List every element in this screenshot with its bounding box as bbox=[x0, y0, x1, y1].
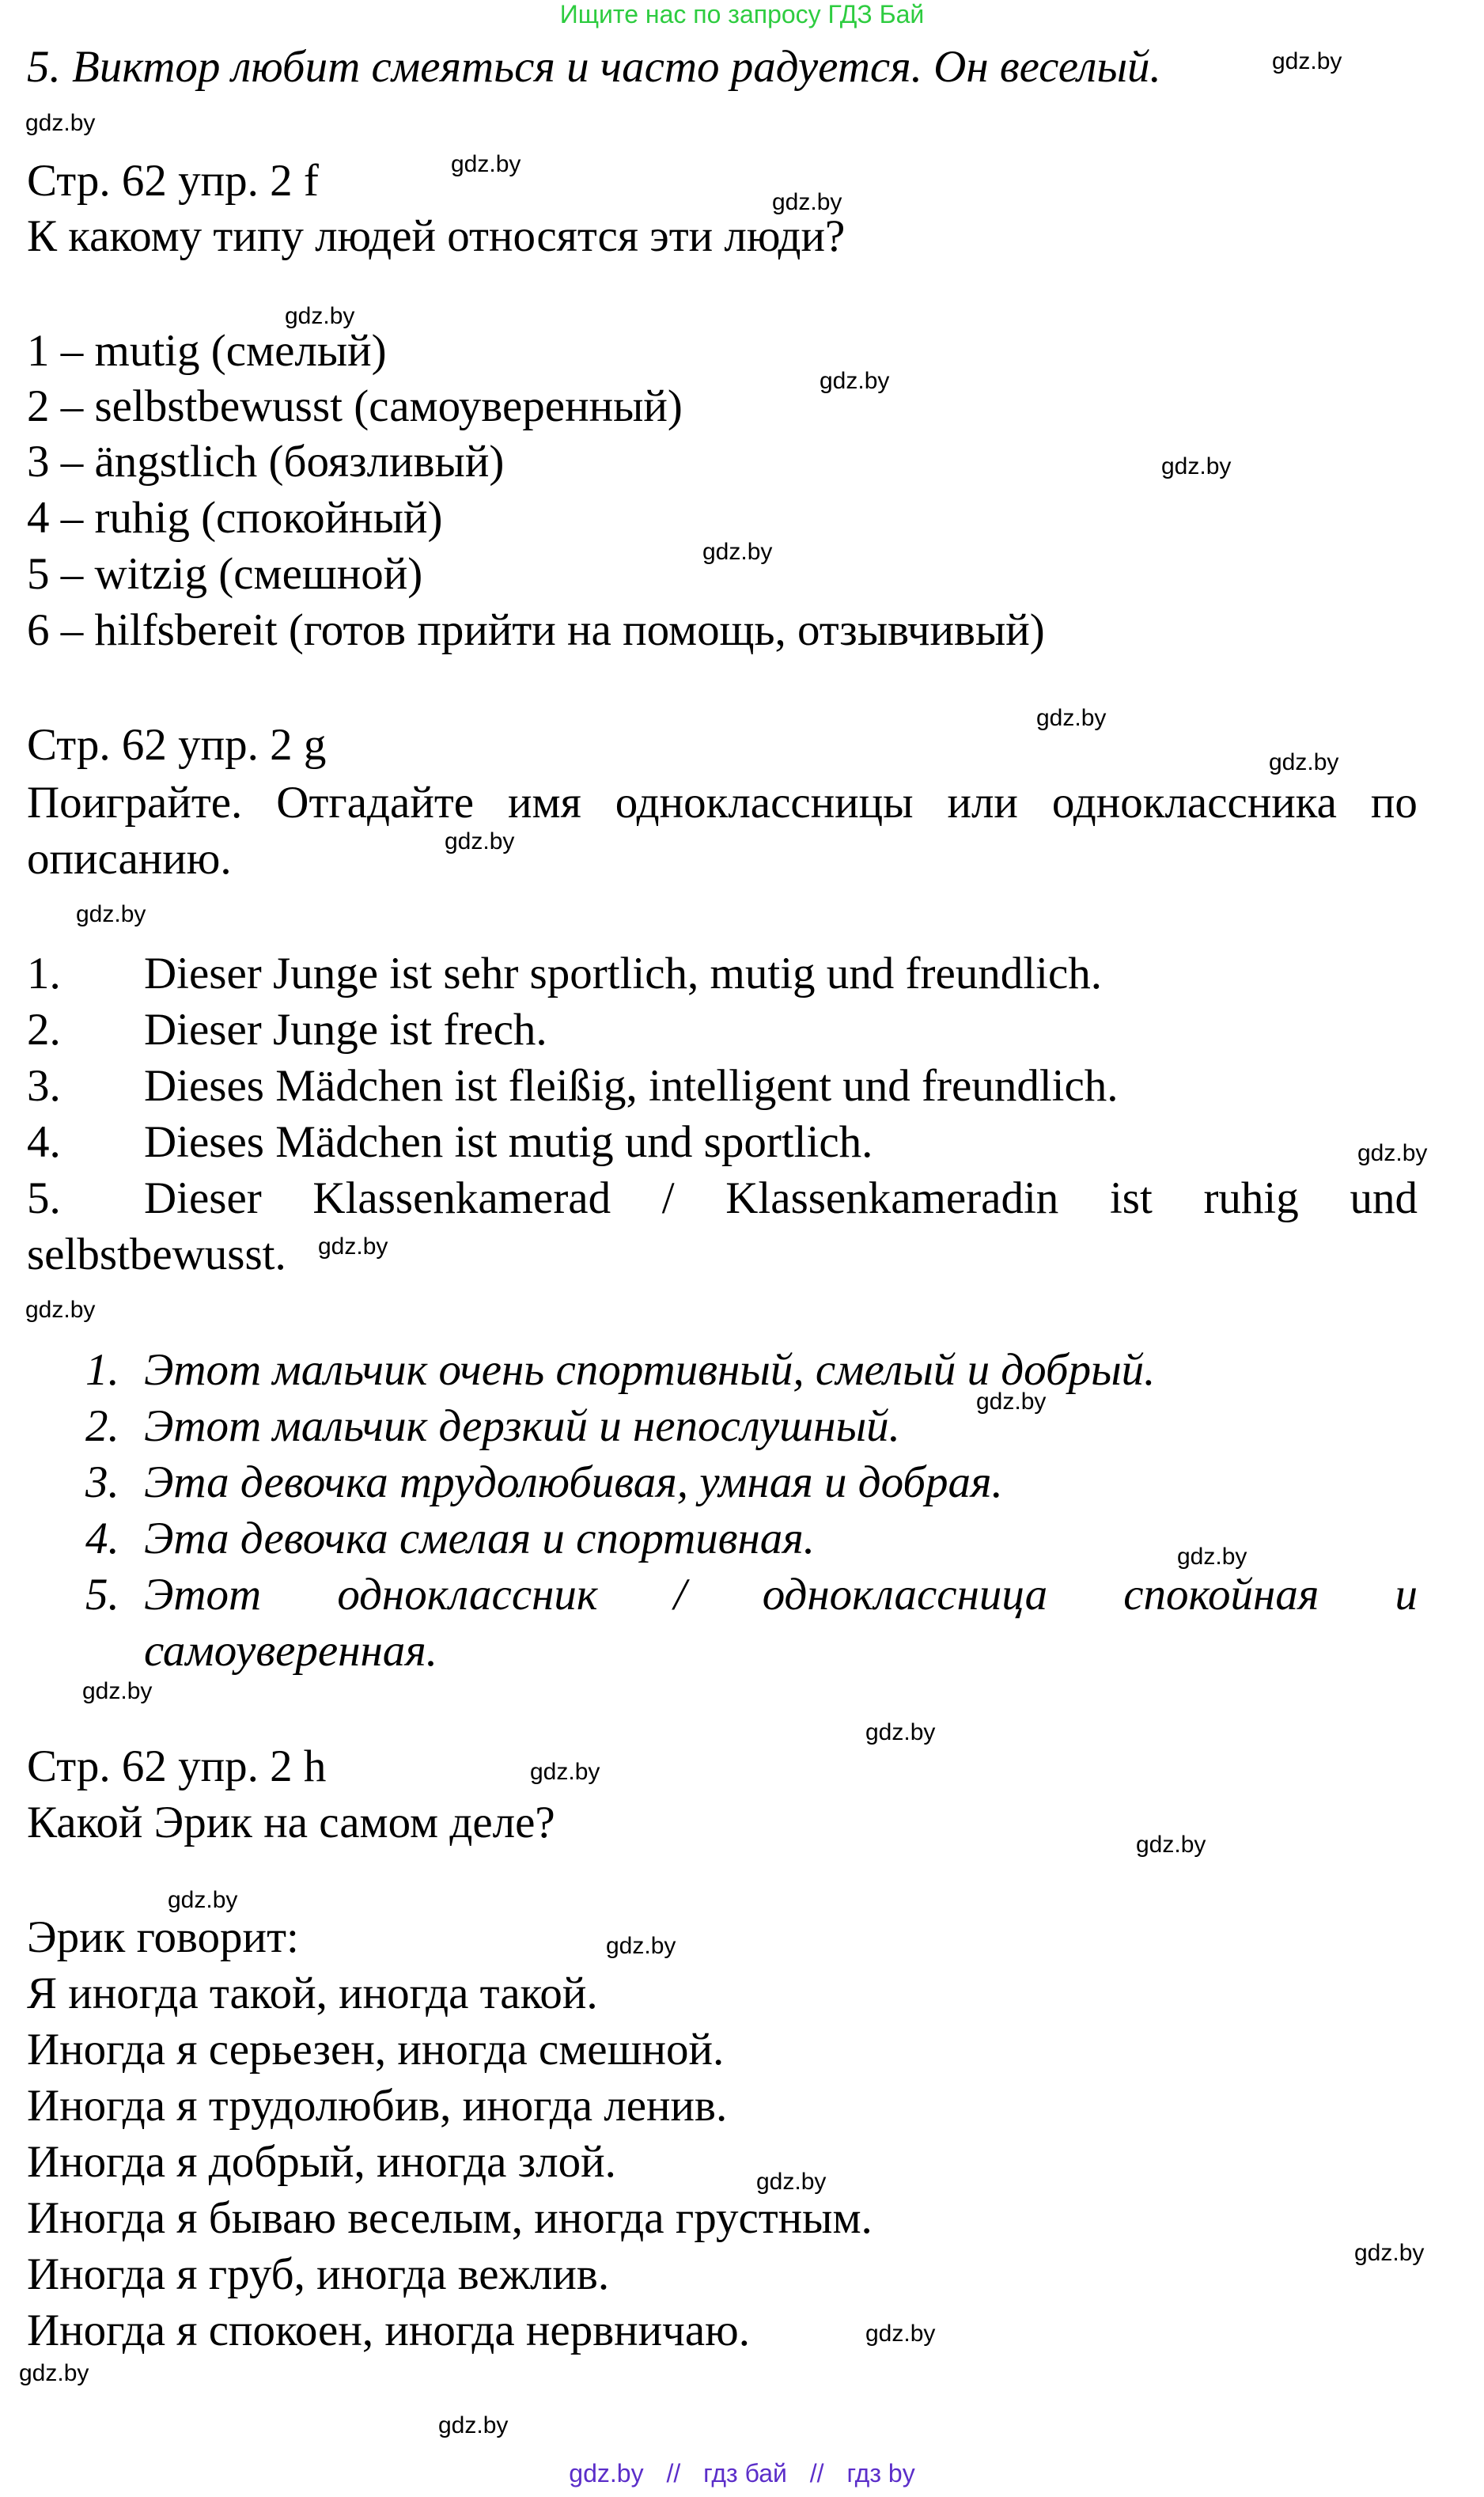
watermark: gdz.by bbox=[772, 189, 842, 215]
watermark: gdz.by bbox=[702, 539, 773, 565]
question-2f: К какому типу людей относятся эти люди? bbox=[27, 211, 846, 261]
word: und bbox=[1350, 1173, 1418, 1223]
word: / bbox=[661, 1173, 675, 1223]
word: одноклассник bbox=[337, 1570, 598, 1620]
watermark: gdz.by bbox=[865, 1719, 936, 1745]
watermark: gdz.by bbox=[1357, 1140, 1428, 1166]
watermark: gdz.by bbox=[1136, 1832, 1206, 1858]
text-line: Иногда я трудолюбив, иногда ленив. bbox=[27, 2081, 728, 2131]
text-line: Иногда я спокоен, иногда нервничаю. bbox=[27, 2306, 750, 2355]
watermark: gdz.by bbox=[445, 828, 515, 854]
task-2g-line2: описанию. bbox=[27, 834, 232, 884]
footer-separator: // bbox=[809, 2459, 824, 2488]
list-item: 5. Этот одноклассник / одноклассница спокойная и bbox=[0, 1567, 1484, 1623]
intro-line: 5. Виктор любит смеяться и часто радуется. Он веселый. bbox=[27, 42, 1161, 92]
watermark: gdz.by bbox=[865, 2321, 936, 2347]
list-item: 6 – hilfsbereit (готов прийти на помощь, отзывчивый) bbox=[27, 605, 1045, 655]
list-item: 5. Dieser Klassenkamerad / Klassenkameradin ist ruhig und bbox=[0, 1171, 1484, 1226]
word: ist bbox=[1109, 1173, 1153, 1223]
watermark: gdz.by bbox=[25, 1297, 96, 1323]
question-2h: Какой Эрик на самом деле? bbox=[27, 1798, 555, 1847]
text-line: Иногда я груб, иногда вежлив. bbox=[27, 2249, 610, 2299]
watermark: gdz.by bbox=[25, 110, 96, 136]
word: Klassenkamerad bbox=[312, 1173, 611, 1223]
list-item: 4 – ruhig (спокойный) bbox=[27, 493, 443, 543]
text-line: Иногда я серьезен, иногда смешной. bbox=[27, 2025, 725, 2075]
watermark: gdz.by bbox=[1161, 453, 1232, 479]
watermark: gdz.by bbox=[1272, 48, 1342, 74]
watermark: gdz.by bbox=[19, 2360, 89, 2386]
footer-link[interactable]: гдз by bbox=[846, 2459, 915, 2488]
watermark: gdz.by bbox=[318, 1233, 388, 1260]
word: одноклассницы bbox=[615, 778, 914, 828]
text-line: Иногда я добрый, иногда злой. bbox=[27, 2137, 616, 2187]
bottom-banner bbox=[0, 2459, 1484, 2488]
watermark: gdz.by bbox=[756, 2169, 827, 2195]
heading-2g: Стр. 62 упр. 2 g bbox=[27, 720, 327, 770]
list-item: 5 – witzig (смешной) bbox=[27, 549, 423, 599]
word: Отгадайте bbox=[276, 778, 475, 828]
list-item: 1 – mutig (смелый) bbox=[27, 326, 387, 376]
watermark: gdz.by bbox=[168, 1887, 238, 1913]
watermark: gdz.by bbox=[1269, 749, 1339, 775]
watermark: gdz.by bbox=[1354, 2240, 1425, 2266]
top-banner[interactable]: Ищите нас по запросу ГДЗ Бай bbox=[559, 0, 925, 28]
word: ruhig bbox=[1203, 1173, 1299, 1223]
watermark: gdz.by bbox=[820, 368, 890, 394]
word: или bbox=[947, 778, 1018, 828]
footer-link[interactable]: gdz.by bbox=[569, 2459, 644, 2488]
watermark: gdz.by bbox=[82, 1678, 153, 1704]
footer-link[interactable]: гдз бай bbox=[703, 2459, 787, 2488]
list-item-cont: selbstbewusst. bbox=[27, 1230, 286, 1279]
word: одноклассница bbox=[762, 1570, 1048, 1620]
heading-2f: Стр. 62 упр. 2 f bbox=[27, 156, 319, 206]
watermark: gdz.by bbox=[976, 1389, 1047, 1415]
list-item: 3 – ängstlich (боязливый) bbox=[27, 437, 505, 487]
watermark: gdz.by bbox=[1036, 705, 1107, 731]
text-line: Я иногда такой, иногда такой. bbox=[27, 1968, 598, 2018]
text-line: Иногда я бываю веселым, иногда грустным. bbox=[27, 2193, 873, 2243]
watermark: gdz.by bbox=[1177, 1544, 1247, 1570]
footer-separator: // bbox=[666, 2459, 681, 2488]
word: спокойная bbox=[1123, 1570, 1319, 1620]
word: имя bbox=[508, 778, 581, 828]
list-item-cont: самоуверенная. bbox=[144, 1626, 438, 1676]
watermark: gdz.by bbox=[285, 303, 355, 329]
word: Klassenkameradin bbox=[725, 1173, 1059, 1223]
word: одноклассника bbox=[1051, 778, 1337, 828]
watermark: gdz.by bbox=[438, 2412, 509, 2438]
watermark: gdz.by bbox=[76, 901, 146, 927]
word: по bbox=[1370, 778, 1418, 828]
word: Dieser bbox=[144, 1173, 262, 1223]
watermark: gdz.by bbox=[606, 1933, 676, 1959]
watermark: gdz.by bbox=[530, 1759, 600, 1785]
word: Этот bbox=[144, 1570, 262, 1620]
word: / bbox=[673, 1570, 687, 1620]
watermark: gdz.by bbox=[451, 151, 521, 177]
word: и bbox=[1395, 1570, 1418, 1620]
heading-2h: Стр. 62 упр. 2 h bbox=[27, 1741, 327, 1791]
task-2g-line1 bbox=[27, 775, 1418, 831]
word: Поиграйте. bbox=[27, 778, 243, 828]
text-line: Эрик говорит: bbox=[27, 1912, 299, 1962]
list-item: 2 – selbstbewusst (самоуверенный) bbox=[27, 381, 683, 431]
